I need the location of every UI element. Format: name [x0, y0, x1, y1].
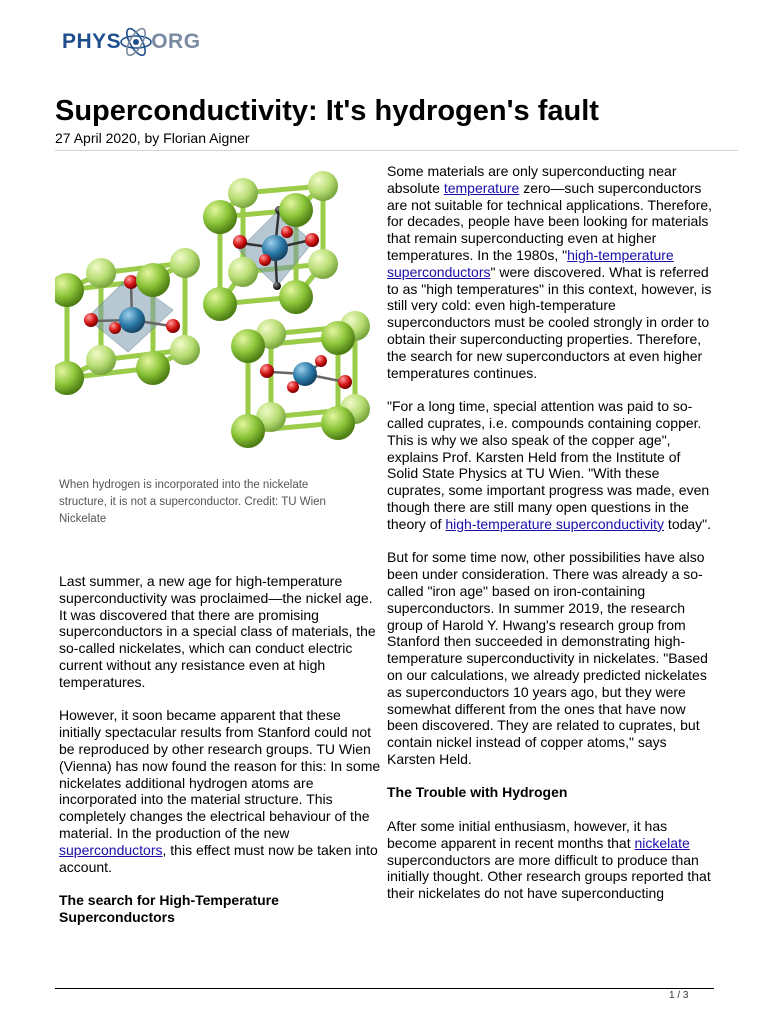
logo-text-org: ORG: [151, 30, 201, 53]
link-high-temperature-superconductivity[interactable]: high-temperature superconductivity: [445, 515, 665, 532]
section-heading: The Trouble with Hydrogen: [387, 784, 568, 801]
link-nickelate[interactable]: nickelate: [634, 834, 690, 851]
figure-caption: When hydrogen is incorporated into the nickelate structure, it is not a superconductor. Credit: TU Wien Nickelate: [59, 479, 326, 525]
right-column: [387, 163, 715, 919]
link-temperature[interactable]: temperature: [443, 179, 520, 196]
article-byline: 27 April 2020, by Florian Aigner: [55, 130, 250, 146]
link-high-temperature-superconductors[interactable]: high-temperature superconductors: [387, 246, 674, 280]
paragraph: Last summer, a new age for high-temperature superconductivity was proclaimed—the nickel age. It was discovered that there are promising superconductors in a special class of materials, the so-called nickelates, which can conduct electric current without any resistance even at high temperatures.: [59, 573, 376, 690]
paragraph: But for some time now, other possibilities have also been under consideration. There was already a so-called "iron age" based on iron-containing superconductors. In summer 2019, the research group of Harold Y. Hwang's research group from Stanford then succeeded in demonstrating high-temperature superconductivity in nickelates. "Based on our calculations, we already predicted nickelates as superconductors 10 years ago, but they were somewhat different from the ones that have now been discovered. They are related to cuprates, but contain nickel instead of copper atoms," says Karsten Held.: [387, 549, 708, 767]
logo-text-phys: PHYS: [62, 30, 122, 53]
footer-divider: [55, 988, 714, 989]
left-column: [59, 573, 381, 943]
page-number: 1 / 3: [669, 990, 689, 1001]
paragraph: After some initial enthusiasm, however, it has become apparent in recent months that nickelate superconductors are more difficult to produce than initially thought. Other research groups reported that their nickelates do not have superconducting: [387, 818, 711, 902]
atom-icon: [119, 25, 153, 59]
section-heading: The search for High-Temperature Superconductors: [59, 892, 279, 925]
article-title: Superconductivity: It's hydrogen's fault: [55, 95, 599, 127]
link-superconductors[interactable]: superconductors: [59, 841, 163, 858]
paragraph: Some materials are only superconducting near absolute temperature zero—such superconductors are not suitable for technical applications. Therefore, for decades, people have been looking for materials that remain superconducting even at higher temperatures. In the 1980s, "high-temperature superconductors" were discovered. What is referred to as "high temperatures" in this context, however, is still very cold: even high-temperature superconductors must be cooled strongly in order to obtain their superconducting properties. Therefore, the search for new superconductors at even higher temperatures continues.: [387, 163, 713, 381]
paragraph: However, it soon became apparent that these initially spectacular results from Stanford could not be reproduced by other research groups. TU Wien (Vienna) has now found the reason for this: In some nickelates additional hydrogen atoms are incorporated into the material structure. This completely changes the electrical behaviour of the material. In the production of the new superconductors, this effect must now be taken into account.: [59, 707, 381, 875]
phys-org-logo[interactable]: [62, 22, 201, 62]
paragraph: "For a long time, special attention was paid to so-called cuprates, i.e. compounds containing copper. This is why we also speak of the copper age", explains Prof. Karsten Held from the Institute of Solid State Physics at TU Wien. "With these cuprates, some important progress was made, even though there are still many open questions in the theory of high-temperature superconductivity today".: [387, 398, 712, 532]
crystal-structure-illustration: [55, 160, 385, 470]
header-divider: [55, 150, 738, 151]
